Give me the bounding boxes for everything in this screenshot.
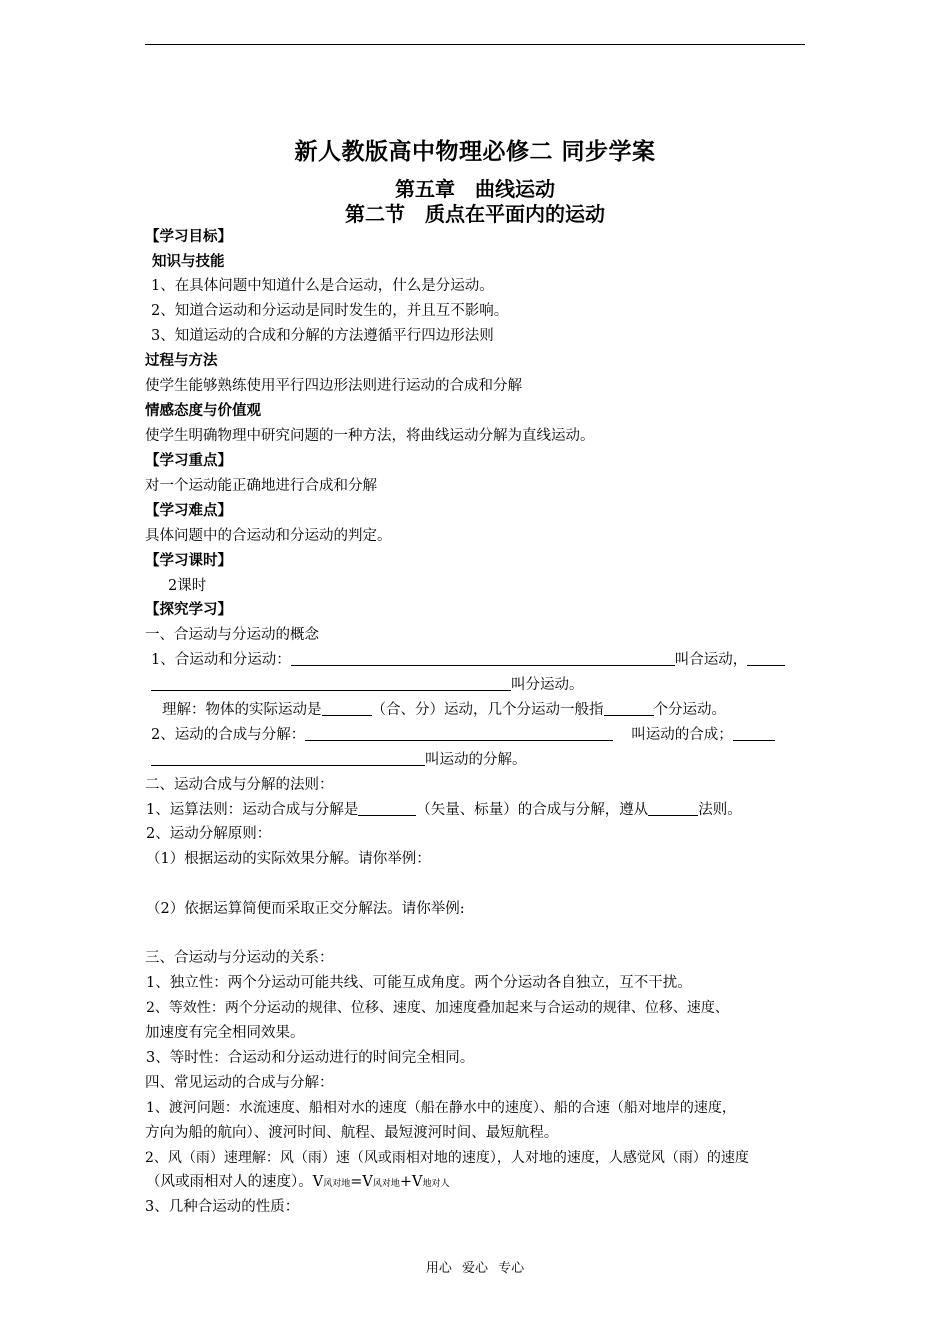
answer-blank[interactable] <box>151 676 511 691</box>
formula-line: （风或雨相对人的速度）。V风对地=V风对地+V地对人 <box>146 1174 450 1190</box>
section-title: 第二节 质点在平面内的运动 <box>345 202 605 226</box>
hours-text: 2课时 <box>168 578 207 594</box>
focus-heading: 【学习重点】 <box>145 453 232 469</box>
text-line: 1、渡河问题：水流速度、船相对水的速度（船在静水中的速度）、船的合速（船对地岸的速度， <box>146 1100 736 1116</box>
text-line: （2）依据运算简便而采取正交分解法。请你举例: <box>146 901 465 917</box>
text-line: 2、风（雨）速理解：风（雨）速（风或雨相对地的速度），人对地的速度，人感觉风（雨）的速度 <box>145 1150 749 1166</box>
answer-blank[interactable] <box>733 726 775 741</box>
chapter-title: 第五章 曲线运动 <box>395 177 555 201</box>
text-line: （1）根据运动的实际效果分解。请你举例： <box>146 851 431 867</box>
knowledge-item: 2、知道合运动和分运动是同时发生的，并且互不影响。 <box>151 303 509 319</box>
document-title: 新人教版高中物理必修二 同步学案 <box>294 139 656 165</box>
knowledge-item: 1、在具体问题中知道什么是合运动，什么是分运动。 <box>151 278 494 294</box>
hours-heading: 【学习课时】 <box>145 553 232 569</box>
knowledge-heading: 知识与技能 <box>152 254 225 270</box>
answer-blank[interactable] <box>305 726 613 741</box>
fill-in-line: 叫运动的分解。 <box>151 750 527 770</box>
fill-in-line: 1、运算法则：运动合成与分解是 （矢量、标量）的合成与分解，遵从 法则。 <box>146 802 742 818</box>
process-heading: 过程与方法 <box>145 353 218 369</box>
text-line: 加速度有完全相同效果。 <box>145 1025 305 1041</box>
text-line: 3、等时性：合运动和分运动进行的时间完全相同。 <box>146 1050 475 1066</box>
difficulty-text: 具体问题中的合运动和分运动的判定。 <box>145 528 392 544</box>
text-line: 3、几种合运动的性质： <box>145 1199 300 1215</box>
header-rule <box>145 44 805 45</box>
text-line: 2、运动分解原则： <box>146 826 272 842</box>
text-line: 1、独立性：两个分运动可能共线、可能互成角度。两个分运动各自独立，互不干扰。 <box>146 975 692 991</box>
answer-blank[interactable] <box>322 701 372 716</box>
emotion-text: 使学生明确物理中研究问题的一种方法，将曲线运动分解为直线运动。 <box>145 428 595 444</box>
page-footer: 用心 爱心 专心 <box>425 1261 525 1276</box>
emotion-heading: 情感态度与价值观 <box>145 403 261 419</box>
answer-blank[interactable] <box>151 751 425 766</box>
fill-in-line: 2、运动的合成与分解： 叫运动的合成； <box>151 725 775 745</box>
answer-blank[interactable] <box>648 801 698 816</box>
fill-in-line: 叫分运动。 <box>151 675 584 695</box>
difficulty-heading: 【学习难点】 <box>145 503 232 519</box>
process-text: 使学生能够熟练使用平行四边形法则进行运动的合成和分解 <box>145 378 522 394</box>
focus-text: 对一个运动能正确地进行合成和分解 <box>145 478 377 494</box>
explore-heading: 【探究学习】 <box>145 602 232 618</box>
section-three-title: 三、合运动与分运动的关系： <box>145 950 334 966</box>
knowledge-item: 3、知道运动的合成和分解的方法遵循平行四边形法则 <box>151 328 494 344</box>
fill-in-line: 理解：物体的实际运动是 （合、分）运动，几个分运动一般指 个分运动。 <box>162 702 726 718</box>
section-one-title: 一、合运动与分运动的概念 <box>145 627 319 643</box>
text-line: 方向为船的航向）、渡河时间、航程、最短渡河时间、最短航程。 <box>145 1125 559 1141</box>
objectives-heading: 【学习目标】 <box>145 229 232 245</box>
text-line: 2、等效性：两个分运动的规律、位移、速度、加速度叠加起来与合运动的规律、位移、速度、 <box>146 1000 729 1016</box>
answer-blank[interactable] <box>604 701 654 716</box>
section-four-title: 四、常见运动的合成与分解： <box>145 1075 334 1091</box>
answer-blank[interactable] <box>747 651 785 666</box>
answer-blank[interactable] <box>358 801 416 816</box>
answer-blank[interactable] <box>291 651 675 666</box>
section-two-title: 二、运动合成与分解的法则： <box>145 777 334 793</box>
fill-in-line: 1、合运动和分运动： 叫合运动， <box>151 650 785 670</box>
